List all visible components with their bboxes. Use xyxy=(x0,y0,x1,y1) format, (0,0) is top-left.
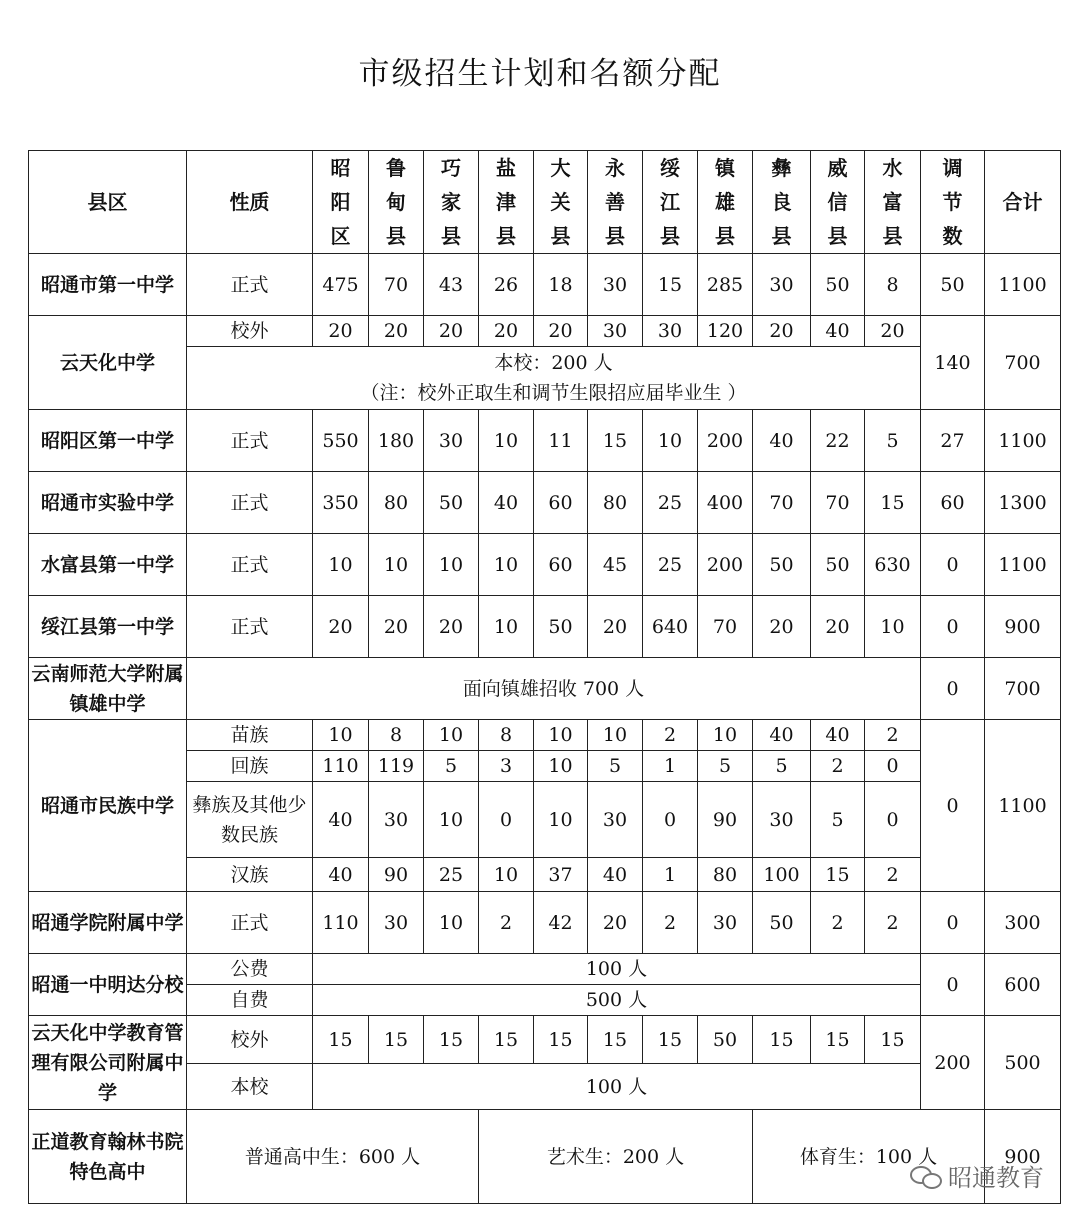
quota-cell: 30 xyxy=(588,316,643,347)
quota-cell: 180 xyxy=(369,410,424,472)
quota-cell: 15 xyxy=(369,1016,424,1064)
quota-cell: 30 xyxy=(698,892,753,954)
quota-cell: 70 xyxy=(698,596,753,658)
quota-cell: 50 xyxy=(753,534,811,596)
art-students-cell: 艺术生：200 人 xyxy=(479,1110,753,1204)
quota-cell: 2 xyxy=(643,892,698,954)
quota-cell: 2 xyxy=(811,892,865,954)
quota-cell: 15 xyxy=(753,1016,811,1064)
quota-cell: 20 xyxy=(811,596,865,658)
quota-cell: 20 xyxy=(313,596,369,658)
quota-cell: 8 xyxy=(369,720,424,751)
quota-cell: 20 xyxy=(369,596,424,658)
quota-cell: 10 xyxy=(424,534,479,596)
table-row xyxy=(29,410,1061,472)
nature-cell: 正式 xyxy=(187,596,313,658)
quota-cell: 40 xyxy=(811,720,865,751)
total-cell: 1100 xyxy=(985,720,1061,892)
quota-cell: 20 xyxy=(753,316,811,347)
nature-cell: 正式 xyxy=(187,892,313,954)
quota-cell: 100 xyxy=(753,858,811,892)
total-cell: 900 xyxy=(985,1110,1061,1204)
quota-cell: 0 xyxy=(865,751,921,782)
nature-cell: 正式 xyxy=(187,410,313,472)
quota-cell: 40 xyxy=(313,858,369,892)
quota-cell: 60 xyxy=(534,472,588,534)
quota-cell: 5 xyxy=(698,751,753,782)
nature-cell: 公费 xyxy=(187,954,313,985)
quota-cell: 45 xyxy=(588,534,643,596)
quota-cell: 15 xyxy=(424,1016,479,1064)
quota-cell: 50 xyxy=(424,472,479,534)
nature-cell: 汉族 xyxy=(187,858,313,892)
table-row xyxy=(29,720,1061,751)
school-name: 昭通学院附属中学 xyxy=(29,892,187,954)
table-row xyxy=(29,316,1061,347)
quota-cell: 475 xyxy=(313,254,369,316)
total-cell: 1300 xyxy=(985,472,1061,534)
quota-cell: 25 xyxy=(643,472,698,534)
nature-cell: 正式 xyxy=(187,534,313,596)
quota-cell: 10 xyxy=(313,720,369,751)
quota-cell: 15 xyxy=(588,410,643,472)
quota-cell: 10 xyxy=(479,410,534,472)
quota-cell: 30 xyxy=(753,782,811,858)
merged-quota-cell: 面向镇雄招收 700 人 xyxy=(187,658,921,720)
table-row xyxy=(29,892,1061,954)
quota-cell: 30 xyxy=(369,892,424,954)
quota-cell: 15 xyxy=(811,1016,865,1064)
note-text: （注：校外正取生和调节生限招应届毕业生 ） xyxy=(360,382,747,404)
school-name: 昭通市民族中学 xyxy=(29,720,187,892)
header-row xyxy=(29,151,1061,254)
adjust-cell: 27 xyxy=(921,410,985,472)
adjust-cell: 200 xyxy=(921,1016,985,1110)
quota-cell: 1 xyxy=(643,751,698,782)
quota-cell: 50 xyxy=(811,534,865,596)
quota-cell: 15 xyxy=(588,1016,643,1064)
watermark-text: 昭通教育 xyxy=(948,1164,1044,1192)
total-cell: 1100 xyxy=(985,534,1061,596)
quota-cell: 10 xyxy=(424,782,479,858)
school-name: 云南师范大学附属镇雄中学 xyxy=(29,658,187,720)
quota-cell: 40 xyxy=(313,782,369,858)
adjust-cell: 50 xyxy=(921,254,985,316)
quota-cell: 640 xyxy=(643,596,698,658)
school-name: 水富县第一中学 xyxy=(29,534,187,596)
header-region-ludian: 鲁 甸 县 xyxy=(369,151,424,254)
adjust-cell: 0 xyxy=(921,720,985,892)
merged-quota-cell: 100 人 xyxy=(313,1064,921,1110)
quota-cell: 200 xyxy=(698,410,753,472)
quota-cell: 40 xyxy=(479,472,534,534)
quota-cell: 43 xyxy=(424,254,479,316)
quota-cell: 20 xyxy=(424,596,479,658)
quota-cell: 20 xyxy=(865,316,921,347)
quota-cell: 10 xyxy=(424,720,479,751)
quota-cell: 50 xyxy=(534,596,588,658)
quota-cell: 90 xyxy=(698,782,753,858)
quota-cell: 15 xyxy=(643,1016,698,1064)
quota-cell: 5 xyxy=(588,751,643,782)
quota-cell: 50 xyxy=(753,892,811,954)
header-region-weixin: 威 信 县 xyxy=(811,151,865,254)
quota-cell: 8 xyxy=(865,254,921,316)
header-region-yiliang: 彝 良 县 xyxy=(753,151,811,254)
quota-cell: 30 xyxy=(753,254,811,316)
quota-cell: 10 xyxy=(588,720,643,751)
header-adjust: 调 节 数 xyxy=(921,151,985,254)
quota-cell: 2 xyxy=(865,720,921,751)
quota-cell: 5 xyxy=(424,751,479,782)
quota-cell: 550 xyxy=(313,410,369,472)
table-row xyxy=(29,254,1061,316)
quota-cell: 20 xyxy=(753,596,811,658)
quota-cell: 42 xyxy=(534,892,588,954)
main-campus-text: 本校：200 人 xyxy=(494,352,613,374)
quota-cell: 20 xyxy=(588,596,643,658)
quota-cell: 119 xyxy=(369,751,424,782)
quota-cell: 25 xyxy=(424,858,479,892)
table-row xyxy=(29,954,1061,985)
quota-cell: 5 xyxy=(865,410,921,472)
quota-cell: 2 xyxy=(865,892,921,954)
quota-cell: 200 xyxy=(698,534,753,596)
header-region-yanjin: 盐 津 县 xyxy=(479,151,534,254)
quota-cell: 50 xyxy=(698,1016,753,1064)
header-region-daguan: 大 关 县 xyxy=(534,151,588,254)
quota-cell: 70 xyxy=(753,472,811,534)
nature-cell: 校外 xyxy=(187,316,313,347)
quota-cell: 30 xyxy=(588,254,643,316)
quota-cell: 350 xyxy=(313,472,369,534)
enrollment-table xyxy=(28,150,1061,1204)
adjust-cell: 0 xyxy=(921,658,985,720)
table-row xyxy=(29,1016,1061,1064)
adjust-cell: 60 xyxy=(921,472,985,534)
quota-cell: 3 xyxy=(479,751,534,782)
quota-cell: 10 xyxy=(479,534,534,596)
quota-cell: 630 xyxy=(865,534,921,596)
main-campus-cell xyxy=(187,347,921,410)
nature-cell: 正式 xyxy=(187,472,313,534)
quota-cell: 30 xyxy=(369,782,424,858)
quota-cell: 10 xyxy=(865,596,921,658)
quota-cell: 70 xyxy=(369,254,424,316)
school-name: 昭通一中明达分校 xyxy=(29,954,187,1016)
quota-cell: 2 xyxy=(643,720,698,751)
quota-cell: 10 xyxy=(643,410,698,472)
quota-cell: 15 xyxy=(643,254,698,316)
school-name: 昭阳区第一中学 xyxy=(29,410,187,472)
quota-cell: 2 xyxy=(811,751,865,782)
nature-cell: 校外 xyxy=(187,1016,313,1064)
nature-cell: 正式 xyxy=(187,254,313,316)
wechat-icon xyxy=(910,1164,940,1188)
quota-cell: 80 xyxy=(698,858,753,892)
quota-cell: 40 xyxy=(811,316,865,347)
quota-cell: 15 xyxy=(313,1016,369,1064)
quota-cell: 110 xyxy=(313,751,369,782)
general-students-cell: 普通高中生：600 人 xyxy=(187,1110,479,1204)
quota-cell: 10 xyxy=(534,782,588,858)
quota-cell: 5 xyxy=(811,782,865,858)
nature-cell: 本校 xyxy=(187,1064,313,1110)
quota-cell: 15 xyxy=(865,472,921,534)
header-region-yongshan: 永 善 县 xyxy=(588,151,643,254)
quota-cell: 285 xyxy=(698,254,753,316)
adjust-cell: 0 xyxy=(921,534,985,596)
school-name: 昭通市第一中学 xyxy=(29,254,187,316)
header-region-zhenxiong: 镇 雄 县 xyxy=(698,151,753,254)
quota-cell: 2 xyxy=(479,892,534,954)
quota-cell: 40 xyxy=(753,720,811,751)
quota-cell: 30 xyxy=(643,316,698,347)
adjust-cell: 140 xyxy=(921,316,985,410)
table-row xyxy=(29,1110,1061,1204)
nature-cell: 回族 xyxy=(187,751,313,782)
merged-quota-cell: 500 人 xyxy=(313,985,921,1016)
school-name: 昭通市实验中学 xyxy=(29,472,187,534)
header-total: 合计 xyxy=(985,151,1061,254)
quota-cell: 18 xyxy=(534,254,588,316)
header-region-shuifu: 水 富 县 xyxy=(865,151,921,254)
quota-cell: 90 xyxy=(369,858,424,892)
quota-cell: 80 xyxy=(369,472,424,534)
merged-quota-cell: 100 人 xyxy=(313,954,921,985)
school-name: 云天化中学 xyxy=(29,316,187,410)
quota-cell: 8 xyxy=(479,720,534,751)
quota-cell: 22 xyxy=(811,410,865,472)
quota-cell: 10 xyxy=(313,534,369,596)
quota-cell: 20 xyxy=(479,316,534,347)
nature-cell: 自费 xyxy=(187,985,313,1016)
quota-cell: 10 xyxy=(479,858,534,892)
watermark xyxy=(910,1158,1044,1193)
header-region-suijiang: 绥 江 县 xyxy=(643,151,698,254)
school-name: 正道教育翰林书院特色高中 xyxy=(29,1110,187,1204)
quota-cell: 400 xyxy=(698,472,753,534)
quota-cell: 70 xyxy=(811,472,865,534)
quota-cell: 60 xyxy=(534,534,588,596)
header-region-qiaojia: 巧 家 县 xyxy=(424,151,479,254)
quota-cell: 20 xyxy=(534,316,588,347)
quota-cell: 20 xyxy=(588,892,643,954)
adjust-cell: 0 xyxy=(921,892,985,954)
school-name: 绥江县第一中学 xyxy=(29,596,187,658)
total-cell: 1100 xyxy=(985,254,1061,316)
quota-cell: 10 xyxy=(479,596,534,658)
total-cell: 600 xyxy=(985,954,1061,1016)
quota-cell: 0 xyxy=(865,782,921,858)
quota-cell: 20 xyxy=(369,316,424,347)
quota-cell: 15 xyxy=(811,858,865,892)
table-row xyxy=(29,534,1061,596)
quota-cell: 10 xyxy=(698,720,753,751)
quota-cell: 40 xyxy=(753,410,811,472)
quota-cell: 26 xyxy=(479,254,534,316)
total-cell: 1100 xyxy=(985,410,1061,472)
page-title: 市级招生计划和名额分配 xyxy=(358,56,722,92)
quota-cell: 10 xyxy=(534,751,588,782)
table-row xyxy=(29,658,1061,720)
quota-cell: 1 xyxy=(643,858,698,892)
quota-cell: 20 xyxy=(313,316,369,347)
table-row xyxy=(29,596,1061,658)
quota-cell: 30 xyxy=(588,782,643,858)
nature-cell: 苗族 xyxy=(187,720,313,751)
quota-cell: 5 xyxy=(753,751,811,782)
header-county: 县区 xyxy=(29,151,187,254)
sports-students-cell: 体育生：100 人 xyxy=(753,1110,985,1204)
quota-cell: 10 xyxy=(369,534,424,596)
quota-cell: 15 xyxy=(479,1016,534,1064)
quota-cell: 37 xyxy=(534,858,588,892)
quota-cell: 15 xyxy=(534,1016,588,1064)
quota-cell: 0 xyxy=(479,782,534,858)
total-cell: 700 xyxy=(985,658,1061,720)
quota-cell: 20 xyxy=(424,316,479,347)
quota-cell: 0 xyxy=(643,782,698,858)
school-name: 云天化中学教育管理有限公司附属中学 xyxy=(29,1016,187,1110)
quota-cell: 110 xyxy=(313,892,369,954)
adjust-cell: 0 xyxy=(921,596,985,658)
total-cell: 700 xyxy=(985,316,1061,410)
quota-cell: 25 xyxy=(643,534,698,596)
quota-cell: 80 xyxy=(588,472,643,534)
quota-cell: 120 xyxy=(698,316,753,347)
nature-cell: 彝族及其他少数民族 xyxy=(187,782,313,858)
header-region-zhaoyang: 昭 阳 区 xyxy=(313,151,369,254)
quota-cell: 11 xyxy=(534,410,588,472)
quota-cell: 15 xyxy=(865,1016,921,1064)
total-cell: 500 xyxy=(985,1016,1061,1110)
header-nature: 性质 xyxy=(187,151,313,254)
quota-cell: 50 xyxy=(811,254,865,316)
total-cell: 900 xyxy=(985,596,1061,658)
total-cell: 300 xyxy=(985,892,1061,954)
adjust-cell: 0 xyxy=(921,954,985,1016)
quota-cell: 2 xyxy=(865,858,921,892)
quota-cell: 40 xyxy=(588,858,643,892)
quota-cell: 30 xyxy=(424,410,479,472)
quota-cell: 10 xyxy=(424,892,479,954)
quota-cell: 10 xyxy=(534,720,588,751)
table-row xyxy=(29,472,1061,534)
